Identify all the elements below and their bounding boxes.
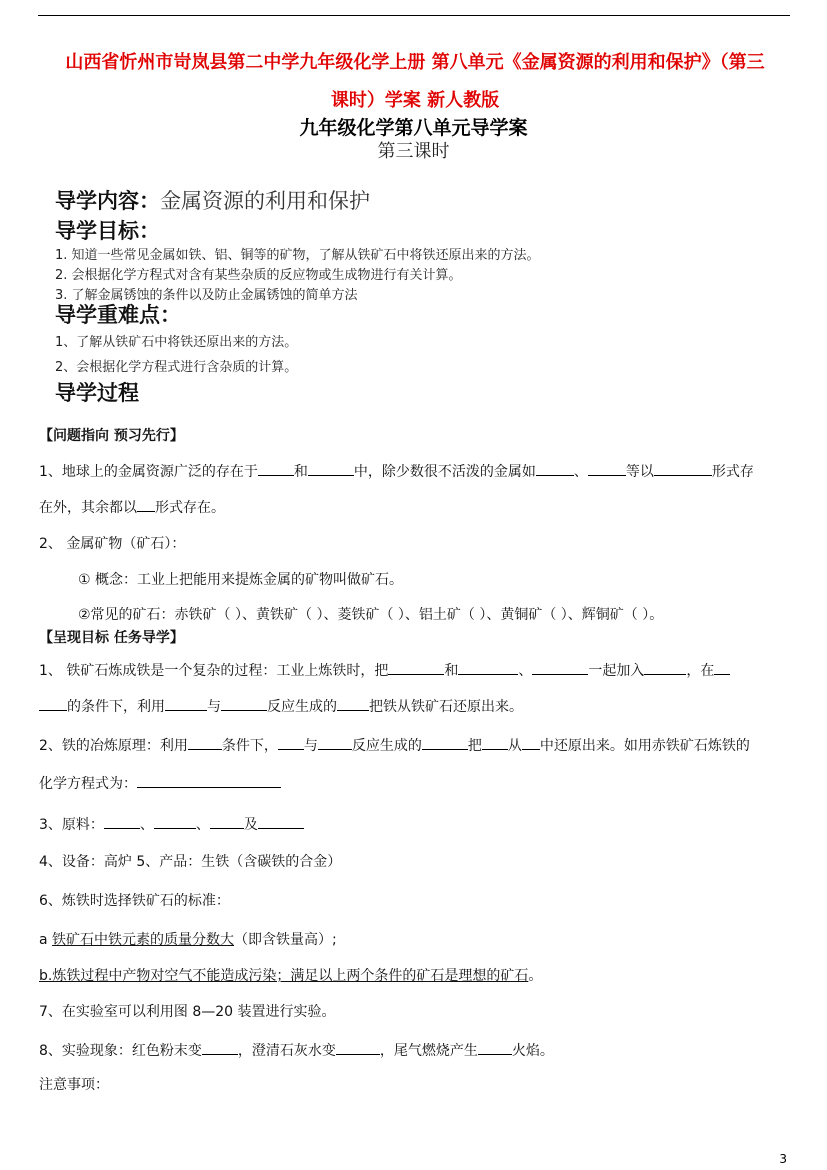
key-point-1: 1、了解从铁矿石中将铁还原出来的方法。 bbox=[55, 335, 298, 350]
task-7-experiment: 7、在实验室可以利用图 8—20 装置进行实验。 bbox=[39, 1004, 336, 1020]
goals-heading: 导学目标： bbox=[55, 219, 160, 243]
content-heading bbox=[55, 185, 370, 215]
section-task-heading: 【呈现目标 任务导学】 bbox=[39, 630, 184, 646]
question-2: 2、 金属矿物（矿石）： bbox=[39, 536, 186, 552]
goal-2: 2. 会根据化学方程式对含有某些杂质的反应物或生成物进行有关计算。 bbox=[55, 268, 462, 283]
header-rule bbox=[38, 15, 790, 16]
task-8-phenomena: 8、实验现象：红色粉末变 ，澄清石灰水变 ，尾气燃烧产生 火焰。 bbox=[39, 1040, 554, 1061]
notes-label: 注意事项： bbox=[39, 1077, 109, 1093]
question-2-concept: ① 概念：工业上把能用来提炼金属的矿物叫做矿石。 bbox=[78, 572, 403, 588]
document-title-line-1: 山西省忻州市岢岚县第二中学九年级化学上册 第八单元《金属资源的利用和保护》（第三 bbox=[65, 52, 765, 73]
task-4-equipment: 4、设备：高炉 5、产品：生铁（含碳铁的合金） bbox=[39, 854, 342, 870]
goal-3: 3. 了解金属锈蚀的条件以及防止金属锈蚀的简单方法 bbox=[55, 288, 358, 303]
criteria-a: a 铁矿石中铁元素的质量分数大（即含铁量高）; bbox=[39, 932, 337, 948]
criteria-b: b.炼铁过程中产物对空气不能造成污染；满足以上两个条件的矿石是理想的矿石。 bbox=[39, 968, 543, 984]
task-1-line-1: 1、 铁矿石炼成铁是一个复杂的过程：工业上炼铁时，把 和 、 一起加入 ，在 bbox=[39, 660, 730, 681]
key-points-heading: 导学重难点： bbox=[55, 303, 181, 327]
task-2-line-2: 化学方程式为： bbox=[39, 773, 281, 794]
question-2-ores: ②常见的矿石：赤铁矿（ ）、黄铁矿（ ）、菱铁矿（ ）、铝土矿（ ）、黄铜矿（ ）、辉铜矿（ ）。 bbox=[78, 607, 664, 623]
question-1-line-2: 在外，其余都以 形式存在。 bbox=[39, 497, 225, 518]
worksheet-title: 九年级化学第八单元导学案 bbox=[299, 117, 528, 139]
page-number: 3 bbox=[779, 1152, 787, 1166]
worksheet-subtitle: 第三课时 bbox=[377, 141, 450, 162]
goal-1: 1. 知道一些常见金属如铁、铝、铜等的矿物，了解从铁矿石中将铁还原出来的方法。 bbox=[55, 248, 540, 263]
document-title-line-2: 课时）学案 新人教版 bbox=[330, 90, 500, 111]
question-1-line-1: 1、地球上的金属资源广泛的存在于 和 中，除少数很不活泼的金属如 、 等以 形式存 bbox=[39, 461, 754, 482]
section-preview-heading: 【问题指向 预习先行】 bbox=[39, 428, 184, 444]
task-1-line-2: 的条件下，利用 与 反应生成的 把铁从铁矿石还原出来。 bbox=[39, 696, 523, 717]
content-label: 导学内容： bbox=[55, 189, 160, 213]
key-point-2: 2、会根据化学方程式进行含杂质的计算。 bbox=[55, 360, 298, 375]
task-2-line-1: 2、铁的冶炼原理：利用 条件下， 与 反应生成的 把 从 中还原出来。如用赤铁矿石炼铁的 bbox=[39, 735, 750, 756]
process-heading: 导学过程 bbox=[55, 381, 139, 405]
content-value: 金属资源的利用和保护 bbox=[160, 189, 370, 213]
task-6-criteria: 6、炼铁时选择铁矿石的标准： bbox=[39, 893, 230, 909]
task-3-materials: 3、原料： 、 、 及 bbox=[39, 814, 304, 835]
